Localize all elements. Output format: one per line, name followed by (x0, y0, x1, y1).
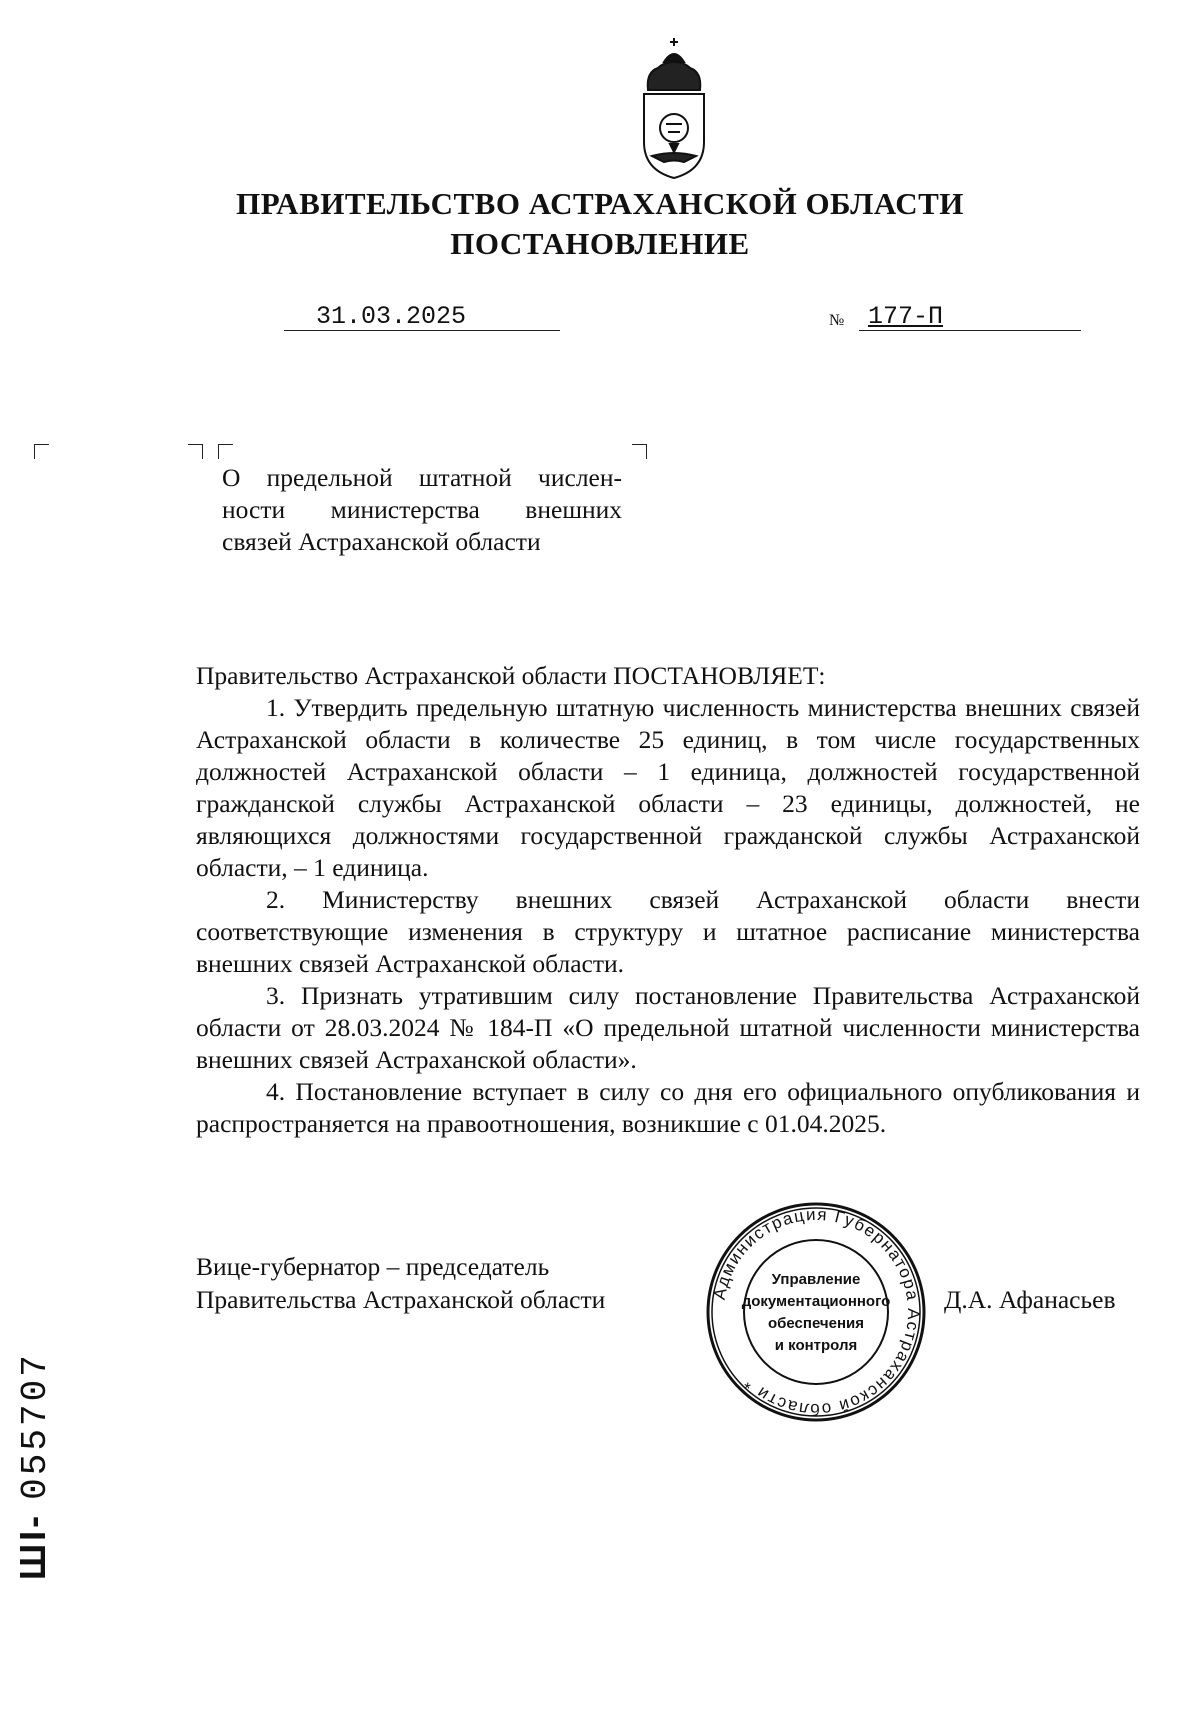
body-item: 2. Министерству внешних связей Астраханской области внести соответствующие изменения в структуру и штатное расписание министерства внешних связей Астраханской области. (196, 885, 1140, 978)
date-underline (284, 330, 560, 331)
document-subject (222, 462, 622, 558)
margin-corner-mark (34, 444, 49, 459)
document-number: 177-П (868, 302, 944, 331)
coat-of-arms-emblem (634, 32, 714, 182)
signer-position-line: Вице-губернатор – председатель (196, 1252, 550, 1281)
seal-ring-text: Администрация Губернатора Астраханской области * (709, 1204, 924, 1420)
subject-corner-mark (632, 444, 647, 459)
seal-center-line: Управление (771, 1271, 861, 1288)
subject-line: О предельной штатной числен- (222, 463, 622, 492)
body-item: 3. Признать утратившим силу постановление Правительства Астраханской области от 28.03.2024 № 184-П «О предельной штатной численности министерства внешних связей Астраханской области». (196, 981, 1140, 1074)
org-title: ПРАВИТЕЛЬСТВО АСТРАХАНСКОЙ ОБЛАСТИ (236, 186, 964, 221)
subject-line: ности министерства внешних (222, 495, 622, 524)
subject-line: связей Астраханской области (222, 527, 541, 556)
document-date: 31.03.2025 (316, 302, 467, 331)
number-sign: № (829, 312, 845, 329)
serial-digits: 055707 (15, 1352, 56, 1500)
document-body (196, 660, 1140, 1140)
seal-center-line: документационного (741, 1293, 891, 1310)
form-serial-number (12, 1352, 56, 1580)
subject-corner-mark (218, 444, 233, 459)
body-intro: Правительство Астраханской области ПОСТАНОВЛЯЕТ: (196, 661, 826, 690)
seal-center-line: обеспечения (767, 1315, 865, 1332)
signature-block (196, 1250, 1156, 1410)
number-underline (859, 330, 1081, 331)
document-type: ПОСТАНОВЛЕНИЕ (450, 226, 750, 261)
official-seal (704, 1200, 928, 1424)
body-item: 1. Утвердить предельную штатную численность министерства внешних связей Астраханской области в количестве 25 единиц, в том числе государственных должностей Астраханской области – 1 единица, должностей государственной гражданской службы Астраханской области – 23 единицы, должностей, не являющихся должностями государственной гражданской службы Астраханской области, – 1 единица. (196, 693, 1140, 882)
margin-corner-mark (188, 444, 203, 459)
signer-name: Д.А. Афанасьев (944, 1285, 1116, 1314)
serial-prefix: ШI- (12, 1512, 53, 1580)
signer-position-line: Правительства Астраханской области (196, 1285, 606, 1314)
seal-center-line: и контроля (774, 1337, 858, 1354)
body-item: 4. Постановление вступает в силу со дня его официального опубликования и распространяется на правоотношения, возникшие с 01.04.2025. (196, 1077, 1140, 1138)
svg-text:Администрация Губернатора Астр (710, 1205, 923, 1419)
